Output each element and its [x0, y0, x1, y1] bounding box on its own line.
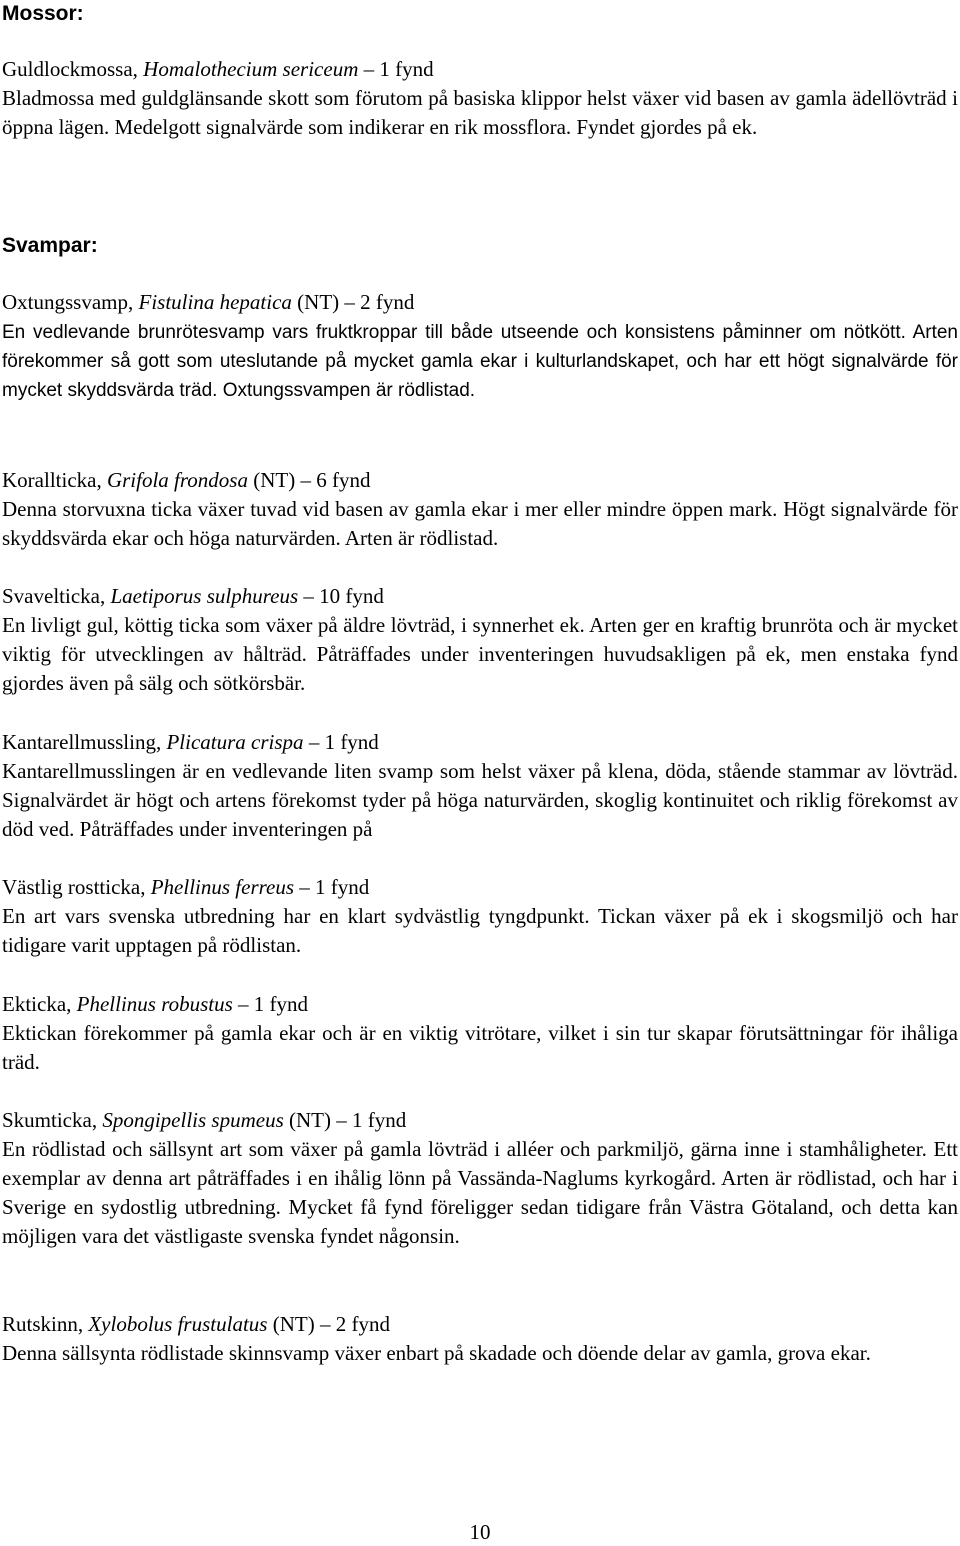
species-count: – 1 fynd [358, 57, 434, 81]
species-title [2, 873, 369, 901]
species-status: (NT) [291, 290, 340, 314]
species-description: En rödlistad och sällsynt art som växer på gamla lövträd i alléer och parkmiljö, gärna inne i stamhåligheter. Ett exemplar av denna art påträffades i en ihålig lönn på Vassända-Naglums kyrkogård. Arten är rödlistad, och har i Sverige en sydostlig utbredning. Mycket få fynd föreligger sedan tidigare från Västra Götaland, och detta kan möjligen vara det västligaste svenska fyndet någonsin. [2, 1137, 958, 1248]
species-latin-name: Phellinus robustus [76, 992, 233, 1016]
species-title [2, 1310, 390, 1338]
species-title [2, 466, 370, 494]
species-status: (NT) [247, 468, 296, 492]
species-name: Västlig rostticka, [2, 875, 151, 899]
species-name: Ekticka, [2, 992, 77, 1016]
species-name: Svavelticka, [2, 584, 111, 608]
species-latin-name: Spongipellis spumeus [102, 1108, 284, 1132]
section-heading-mossor: Mossor: [2, 2, 84, 25]
species-description: Denna storvuxna ticka växer tuvad vid basen av gamla ekar i mer eller mindre öppen mark. Högt signalvärde för skyddsvärda ekar och höga naturvärden. Arten är rödlistad. [2, 497, 958, 550]
species-count: – 10 fynd [298, 584, 384, 608]
species-count: – 1 fynd [330, 1108, 407, 1132]
species-description: Bladmossa med guldglänsande skott som förutom på basiska klippor helst växer vid basen av gamla ädellövträd i öppna lägen. Medelgott signalvärde som indikerar en rik mossflora. Fyndet gjordes på ek. [2, 86, 958, 139]
species-latin-name: Plicatura crispa [166, 730, 304, 754]
species-description: Denna sällsynta rödlistade skinnsvamp växer enbart på skadade och döende delar av gamla, grova ekar. [2, 1341, 871, 1365]
species-title [2, 288, 414, 316]
page-number: 10 [469, 1520, 491, 1544]
species-latin-name: Phellinus ferreus [150, 875, 295, 899]
species-latin-name: Homalothecium sericeum [143, 57, 359, 81]
species-count: – 1 fynd [232, 992, 309, 1016]
species-name: Skumticka, [2, 1108, 103, 1132]
species-latin-name: Xylobolus frustulatus [88, 1312, 268, 1336]
species-latin-name: Fistulina hepatica [138, 290, 292, 314]
species-description: En art vars svenska utbredning har en klart sydvästlig tyngdpunkt. Tickan växer på ek i skogsmiljö och har tidigare varit upptagen på rödlistan. [2, 904, 958, 957]
species-title [2, 728, 379, 756]
species-name: Rutskinn, [2, 1312, 89, 1336]
species-title [2, 990, 308, 1018]
species-description: Ektickan förekommer på gamla ekar och är en viktig vitrötare, vilket i sin tur skapar förutsättningar för ihåliga träd. [2, 1021, 958, 1074]
species-status: (NT) [283, 1108, 331, 1132]
section-heading-svampar: Svampar: [2, 234, 98, 257]
species-title [2, 55, 434, 83]
species-title [2, 582, 384, 610]
species-description: En livligt gul, köttig ticka som växer på äldre lövträd, i synnerhet ek. Arten ger en kraftig brunröta och är mycket viktig för utvecklingen av hålträd. Påträffades under inventeringen huvudsakligen på ek, men enstaka fynd gjordes även på sälg och sötkörsbär. [2, 613, 958, 695]
species-description: Kantarellmusslingen är en vedlevande liten svamp som helst växer på klena, döda, stående stammar av lövträd. Signalvärdet är högt och artens förekomst tyder på höga naturvärden, skoglig kontinuitet och riklig förekomst av död ved. Påträffades under inventeringen på [2, 759, 958, 841]
species-status: (NT) [267, 1312, 315, 1336]
species-name: Oxtungssvamp, [2, 290, 139, 314]
species-name: Korallticka, [2, 468, 107, 492]
species-count: – 2 fynd [339, 290, 415, 314]
species-description: En vedlevande brunrötesvamp vars fruktkroppar till både utseende och konsistens påminner om nötkött. Arten förekommer så gott som uteslutande på mycket gamla ekar i kulturlandskapet, och har ett högt signalvärde för mycket skyddsvärda träd. Oxtungssvampen är rödlistad. [2, 322, 958, 401]
species-count: – 1 fynd [303, 730, 379, 754]
species-name: Guldlockmossa, [2, 57, 144, 81]
species-count: – 6 fynd [295, 468, 371, 492]
species-latin-name: Grifola frondosa [106, 468, 248, 492]
species-title [2, 1106, 406, 1134]
species-count: – 1 fynd [294, 875, 370, 899]
species-name: Kantarellmussling, [2, 730, 167, 754]
species-count: – 2 fynd [314, 1312, 390, 1336]
species-latin-name: Laetiporus sulphureus [110, 584, 299, 608]
